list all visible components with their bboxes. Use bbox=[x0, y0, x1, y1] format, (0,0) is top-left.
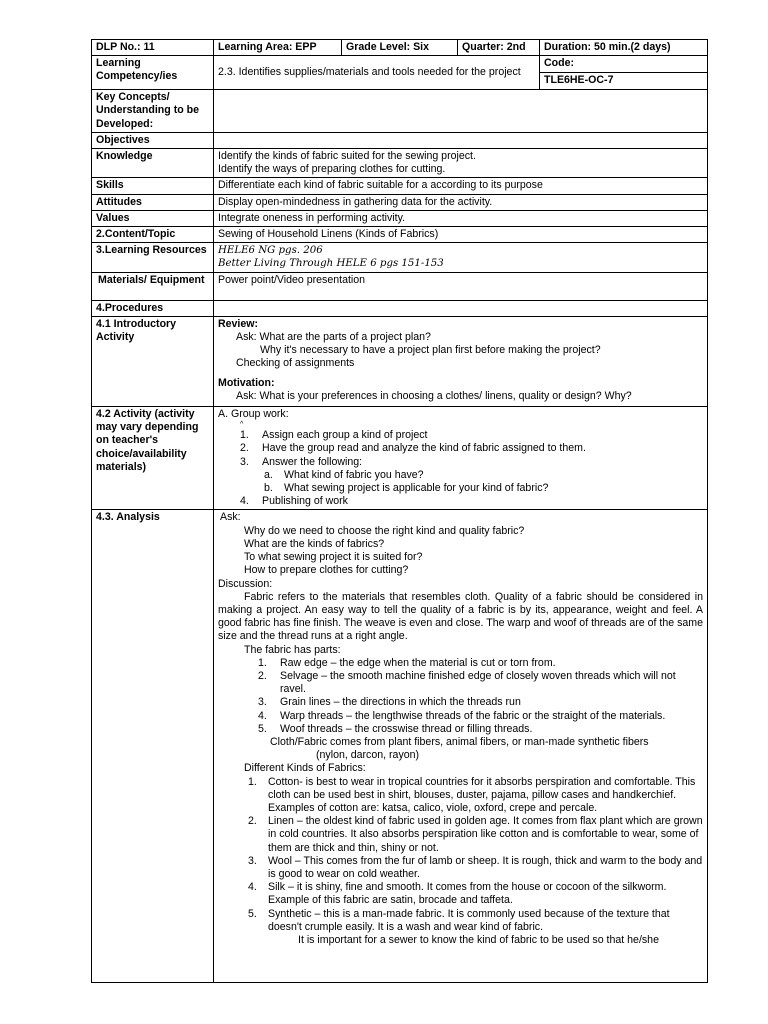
grade-level: Grade Level: Six bbox=[342, 40, 458, 56]
objectives-label: Objectives bbox=[92, 132, 214, 148]
list-item: a. What kind of fabric you have? bbox=[264, 468, 424, 481]
resources-row bbox=[92, 243, 708, 272]
review-title: Review: bbox=[218, 317, 259, 330]
analysis-question: How to prepare clothes for cutting? bbox=[244, 564, 409, 577]
cloth-origin-examples: (nylon, darcon, rayon) bbox=[316, 749, 420, 762]
list-item: 3. Wool – This comes from the fur of lamb or sheep. It is rough, thick and warm to the body and is good to wear on cold weather. bbox=[248, 854, 703, 880]
skills-row bbox=[92, 178, 708, 194]
activity-label: 4.2 Activity (activity may vary depending on teacher's choice/availability materials) bbox=[92, 407, 214, 510]
dlp-number: DLP No.: 11 bbox=[92, 40, 214, 56]
review-ask: Ask: What are the parts of a project plan? bbox=[236, 331, 431, 344]
list-item: 2. Linen – the oldest kind of fabric used in golden age. It comes from flax plant which are grown in cold countries. It also absorbs perspiration like cotton and is comfortable to wear, some of them are thick and thin, shiny or not. bbox=[248, 815, 703, 854]
header-row bbox=[92, 40, 708, 56]
attitudes-label: Attitudes bbox=[92, 194, 214, 210]
activity-list bbox=[218, 429, 703, 508]
analysis-row bbox=[92, 510, 708, 983]
materials-text: Power point/Video presentation bbox=[214, 272, 708, 300]
caret-mark: ^ bbox=[240, 421, 244, 429]
competency-text: 2.3. Identifies supplies/materials and tools needed for the project bbox=[214, 56, 540, 90]
list-item: 1. Raw edge – the edge when the material is cut or torn from. bbox=[258, 656, 556, 669]
list-item: 4. Publishing of work bbox=[240, 495, 348, 508]
skills-text: Differentiate each kind of fabric suitable for a according to its purpose bbox=[214, 178, 708, 194]
resource-line-1: HELE6 NG pgs. 206 bbox=[218, 245, 323, 257]
content-row bbox=[92, 227, 708, 243]
list-item: 5. Woof threads – the crosswise thread or filling threads. bbox=[258, 722, 533, 735]
analysis-label: 4.3. Analysis bbox=[92, 510, 214, 983]
resources-label: 3.Learning Resources bbox=[92, 243, 214, 272]
key-concepts-text bbox=[214, 90, 708, 133]
intro-row bbox=[92, 316, 708, 406]
knowledge-line-2: Identify the ways of preparing clothes for cutting. bbox=[218, 163, 446, 176]
intro-content bbox=[214, 316, 708, 406]
kinds-list bbox=[218, 776, 703, 934]
list-item: 3. Grain lines – the directions in which the threads run bbox=[258, 696, 521, 709]
motivation-title: Motivation: bbox=[218, 376, 275, 389]
closing-line: It is important for a sewer to know the kind of fabric to be used so that he/she bbox=[298, 933, 659, 946]
values-label: Values bbox=[92, 210, 214, 226]
analysis-content bbox=[214, 510, 708, 983]
list-item: 2. Have the group read and analyze the kind of fabric assigned to them. bbox=[240, 442, 586, 455]
analysis-question: To what sewing project it is suited for? bbox=[244, 551, 423, 564]
content-label: 2.Content/Topic bbox=[92, 227, 214, 243]
analysis-ask: Ask: bbox=[220, 511, 241, 524]
list-item: 5. Synthetic – this is a man-made fabric. It is commonly used because of the texture that doesn't crumple easily. It is a wash and wear kind of fabric. bbox=[248, 907, 670, 933]
discussion-paragraph: Fabric refers to the materials that resembles cloth. Quality of a fabric should be considered in making a project. An easy way to tell the quality of a fabric is by its, appearance, weight and feel. A good fabric has fine finish. The weave is even and close. The warp and woof of threads are of the same size and the thread runs at a right angle. bbox=[218, 590, 703, 643]
cloth-origin-line: Cloth/Fabric comes from plant fibers, animal fibers, or man-made synthetic fibers bbox=[270, 735, 649, 748]
list-item: 1. Assign each group a kind of project bbox=[240, 429, 428, 442]
analysis-question: Why do we need to choose the right kind and quality fabric? bbox=[244, 524, 525, 537]
parts-title: The fabric has parts: bbox=[244, 643, 341, 656]
list-item: b. What sewing project is applicable for your kind of fabric? bbox=[264, 482, 549, 495]
skills-label: Skills bbox=[92, 178, 214, 194]
group-work-title: A. Group work: bbox=[218, 408, 289, 421]
code-label: Code: bbox=[540, 56, 708, 73]
materials-label: Materials/ Equipment bbox=[92, 272, 214, 300]
attitudes-row bbox=[92, 194, 708, 210]
list-item: 4. Silk – it is shiny, fine and smooth. It comes from the house or cocoon of the silkworm. Example of this fabric are satin, brocade and taffeta. bbox=[248, 881, 667, 907]
learning-area: Learning Area: EPP bbox=[214, 40, 342, 56]
code-value: TLE6HE-OC-7 bbox=[540, 73, 708, 90]
procedures-text bbox=[214, 300, 708, 316]
knowledge-label: Knowledge bbox=[92, 149, 214, 178]
quarter: Quarter: 2nd bbox=[458, 40, 540, 56]
activity-content bbox=[214, 407, 708, 510]
review-check: Checking of assignments bbox=[236, 357, 355, 370]
discussion-title: Discussion: bbox=[218, 577, 273, 590]
values-row bbox=[92, 210, 708, 226]
knowledge-line-1: Identify the kinds of fabric suited for the sewing project. bbox=[218, 150, 476, 163]
knowledge-text bbox=[214, 149, 708, 178]
competency-label: Learning Competency/ies bbox=[92, 56, 214, 90]
knowledge-row bbox=[92, 149, 708, 178]
list-item: 4. Warp threads – the lengthwise threads of the fabric or the straight of the materials. bbox=[258, 709, 666, 722]
values-text: Integrate oneness in performing activity. bbox=[214, 210, 708, 226]
duration: Duration: 50 min.(2 days) bbox=[540, 40, 708, 56]
motivation-ask: Ask: What is your preferences in choosing a clothes/ linens, quality or design? Why? bbox=[236, 389, 632, 402]
procedures-label: 4.Procedures bbox=[92, 300, 214, 316]
resources-text bbox=[214, 243, 708, 272]
intro-label: 4.1 Introductory Activity bbox=[92, 316, 214, 406]
content-text: Sewing of Household Linens (Kinds of Fabrics) bbox=[214, 227, 708, 243]
resource-line-2: Better Living Through HELE 6 pgs 151-153 bbox=[218, 258, 444, 270]
review-why: Why it's necessary to have a project plan first before making the project? bbox=[260, 344, 601, 357]
competency-row bbox=[92, 56, 708, 73]
objectives-row bbox=[92, 132, 708, 148]
activity-row bbox=[92, 407, 708, 510]
attitudes-text: Display open-mindedness in gathering data for the activity. bbox=[214, 194, 708, 210]
objectives-text bbox=[214, 132, 708, 148]
parts-list bbox=[218, 657, 703, 736]
list-item: 3. Answer the following: bbox=[240, 455, 363, 468]
procedures-row bbox=[92, 300, 708, 316]
list-item: 2. Selvage – the smooth machine finished edge of closely woven threads which will not ravel. bbox=[258, 669, 676, 696]
analysis-question: What are the kinds of fabrics? bbox=[244, 537, 385, 550]
lesson-plan-page bbox=[91, 39, 707, 983]
dlp-table bbox=[91, 39, 708, 983]
key-concepts-row bbox=[92, 90, 708, 133]
list-item: 1. Cotton- is best to wear in tropical countries for it absorbs perspiration and comfortable. This cloth can be used best in shirt, blouses, duster, pajama, pillow cases and handkerchief. Examples of cotton are: katsa, calico, viole, oxford, crepe and percale. bbox=[248, 775, 696, 814]
kinds-title: Different Kinds of Fabrics: bbox=[244, 762, 366, 775]
key-concepts-label: Key Concepts/ Understanding to be Developed: bbox=[92, 90, 214, 133]
materials-row bbox=[92, 272, 708, 300]
